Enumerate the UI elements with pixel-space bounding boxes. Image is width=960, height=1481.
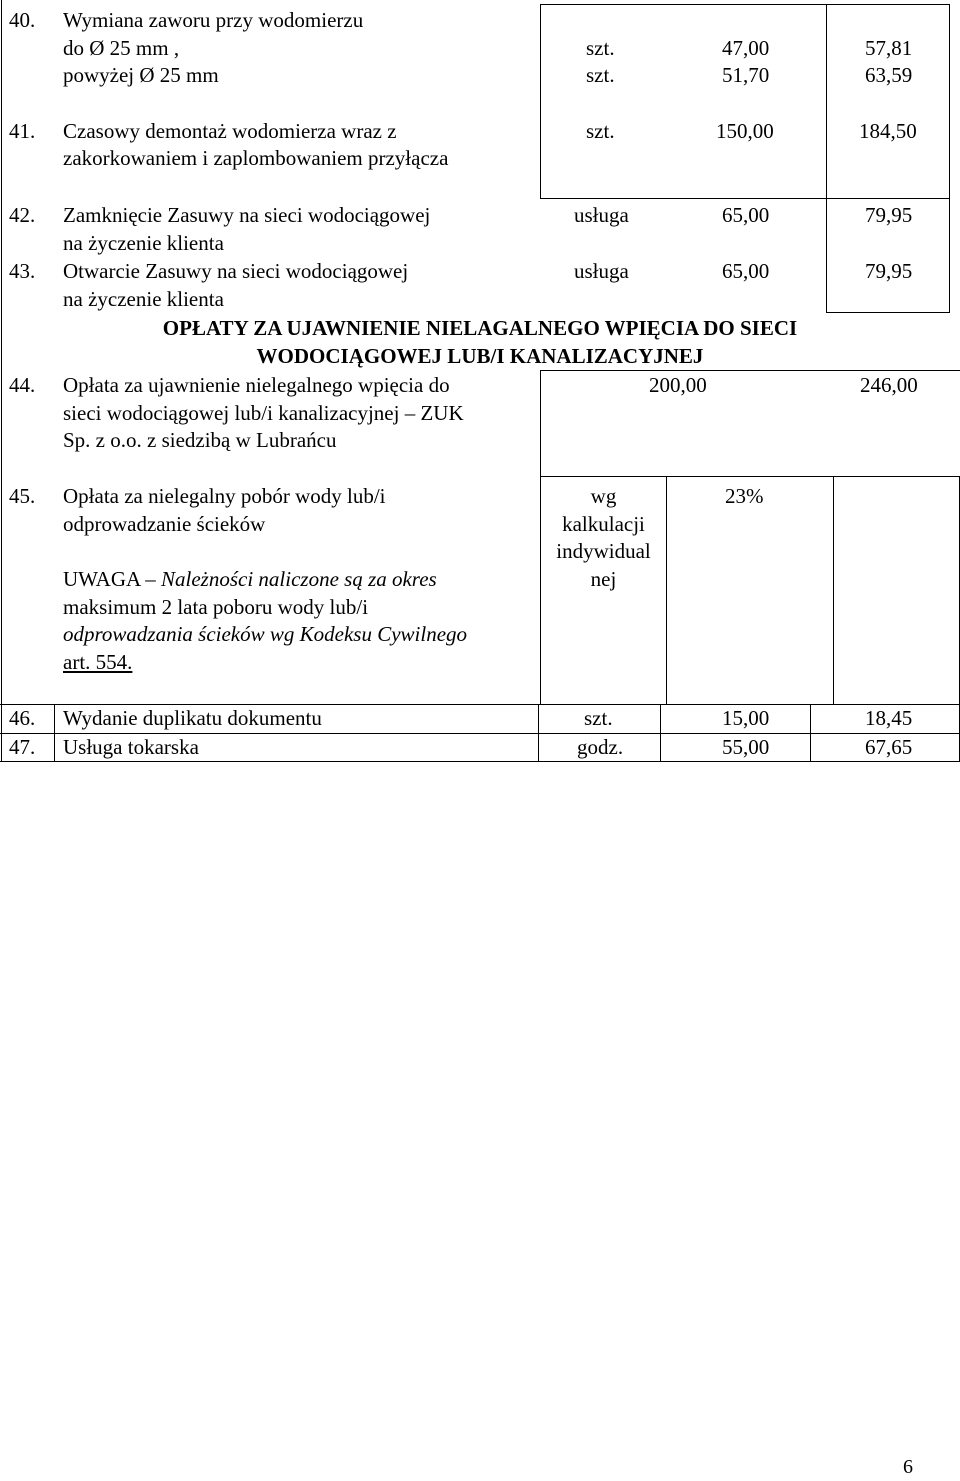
row-number: 41. — [9, 119, 36, 143]
row-description: Sp. z o.o. z siedzibą w Lubrańcu — [63, 428, 337, 452]
rule — [949, 4, 950, 312]
rule — [538, 704, 539, 762]
rule — [540, 476, 960, 477]
row-description: Wydanie duplikatu dokumentu — [63, 706, 322, 730]
row-description: Zamknięcie Zasuwy na sieci wodociągowej — [63, 203, 431, 227]
note-text: odprowadzania ścieków wg Kodeksu Cywilnego — [63, 622, 468, 646]
row-description: Opłata za ujawnienie nielegalnego wpięcia do — [63, 373, 450, 397]
row-number: 46. — [9, 706, 36, 730]
rule — [540, 198, 950, 199]
net-price: 65,00 — [722, 259, 770, 283]
note-italic: Należności naliczone są za okres — [161, 567, 437, 591]
rule — [810, 704, 811, 762]
rule — [826, 4, 827, 312]
rule — [1, 0, 2, 762]
row-description: Czasowy demontaż wodomierza wraz z — [63, 119, 397, 143]
gross-price: 57,81 — [865, 36, 913, 60]
gross-price: 67,65 — [865, 735, 913, 759]
row-number: 44. — [9, 373, 36, 397]
row-description: na życzenie klienta — [63, 287, 224, 311]
rule — [540, 4, 541, 198]
unit-cell: kalkulacji — [562, 512, 645, 536]
unit-cell: szt. — [586, 63, 615, 87]
row-description: odprowadzanie ścieków — [63, 512, 266, 536]
rule — [833, 476, 834, 704]
rule — [666, 476, 667, 704]
net-price: 200,00 — [649, 373, 707, 397]
row-description: do Ø 25 mm , — [63, 36, 180, 60]
net-price: 47,00 — [722, 36, 770, 60]
unit-cell: usługa — [574, 259, 629, 283]
net-price: 55,00 — [722, 735, 770, 759]
row-number: 40. — [9, 8, 36, 32]
section-heading: OPŁATY ZA UJAWNIENIE NIELAGALNEGO WPIĘCIA DO SIECI — [162, 316, 798, 340]
row-number: 42. — [9, 203, 36, 227]
rate-cell: 23% — [725, 484, 764, 508]
rule — [826, 312, 950, 313]
unit-cell: szt. — [586, 119, 615, 143]
page-number: 6 — [903, 1456, 913, 1478]
note-text — [63, 565, 437, 593]
unit-cell: szt. — [584, 706, 613, 730]
row-description: Opłata za nielegalny pobór wody lub/i — [63, 484, 386, 508]
row-description: powyżej Ø 25 mm — [63, 63, 219, 87]
note-text: maksimum 2 lata poboru wody lub/i — [63, 595, 369, 619]
unit-cell: nej — [590, 567, 617, 591]
row-number: 45. — [9, 484, 36, 508]
row-description: sieci wodociągowej lub/i kanalizacyjnej – ZUK — [63, 401, 464, 425]
rule — [540, 370, 541, 476]
unit-cell: szt. — [586, 36, 615, 60]
gross-price: 63,59 — [865, 63, 913, 87]
net-price: 51,70 — [722, 63, 770, 87]
row-description: Usługa tokarska — [63, 735, 199, 759]
unit-cell: usługa — [574, 203, 629, 227]
rule — [54, 704, 55, 762]
gross-price: 79,95 — [865, 203, 913, 227]
note-text: art. 554. — [63, 650, 133, 674]
gross-price: 184,50 — [859, 119, 917, 143]
unit-cell: godz. — [577, 735, 624, 759]
section-heading: WODOCIĄGOWEJ LUB/I KANALIZACYJNEJ — [256, 344, 704, 368]
row-description: Wymiana zaworu przy wodomierzu — [63, 8, 364, 32]
gross-price: 246,00 — [860, 373, 918, 397]
row-description: Otwarcie Zasuwy na sieci wodociągowej — [63, 259, 409, 283]
row-description: na życzenie klienta — [63, 231, 224, 255]
net-price: 150,00 — [716, 119, 774, 143]
gross-price: 79,95 — [865, 259, 913, 283]
row-number: 43. — [9, 259, 36, 283]
rule — [660, 704, 661, 762]
row-number: 47. — [9, 735, 36, 759]
gross-price: 18,45 — [865, 706, 913, 730]
row-description: zakorkowaniem i zaplombowaniem przyłącza — [63, 146, 449, 170]
note-label: UWAGA – — [63, 567, 161, 591]
unit-cell: wg — [590, 484, 617, 508]
rule — [0, 761, 960, 762]
rule — [540, 4, 950, 5]
unit-cell: indywidual — [556, 539, 651, 563]
net-price: 15,00 — [722, 706, 770, 730]
net-price: 65,00 — [722, 203, 770, 227]
